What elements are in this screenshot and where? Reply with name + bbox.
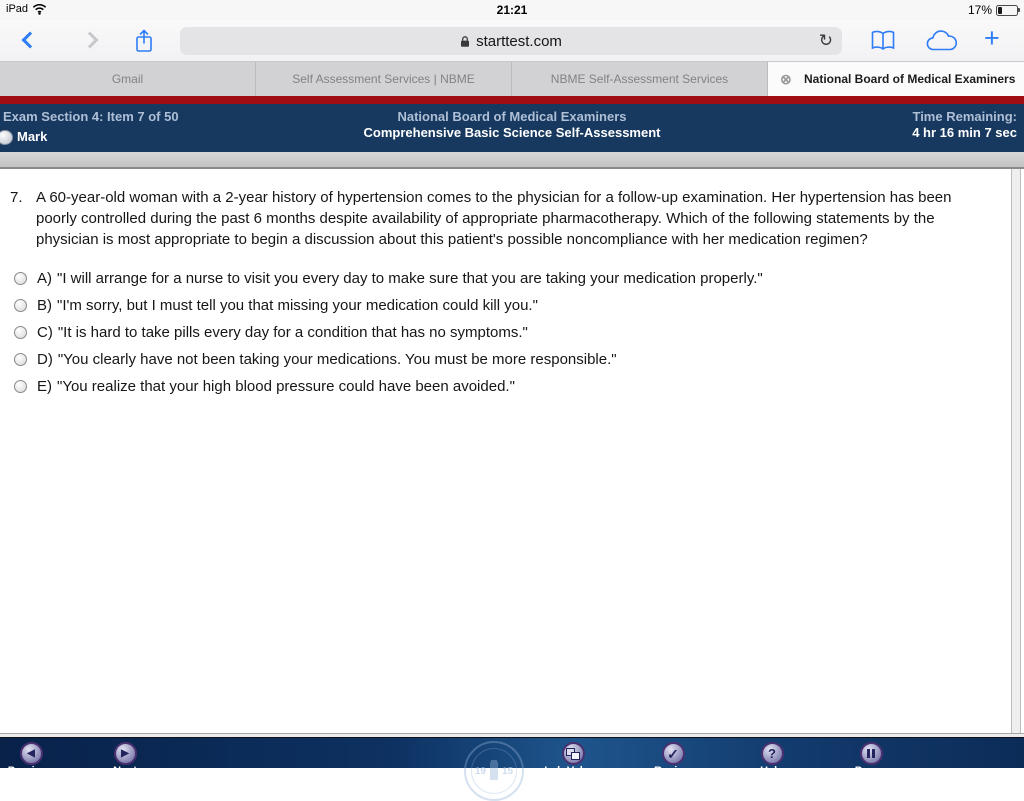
tab-label: Self Assessment Services | NBME: [292, 72, 475, 86]
tab-label: National Board of Medical Examiners: [804, 72, 1016, 86]
option-text: "It is hard to take pills every day for a condition that has no symptoms.": [57, 324, 528, 341]
lab-values-windows-icon: [566, 748, 580, 760]
clock: 21:21: [496, 3, 528, 17]
question-panel: [0, 169, 1024, 733]
pause-icon: [867, 749, 875, 758]
option-b[interactable]: [14, 292, 984, 319]
org-name: National Board of Medical Examiners: [397, 109, 627, 124]
radio-button[interactable]: [14, 353, 27, 366]
option-text: "I'm sorry, but I must tell you that missing your medication could kill you.": [57, 297, 538, 314]
tab-national-board-active[interactable]: [768, 62, 1024, 96]
radio-button[interactable]: [14, 326, 27, 339]
lock-icon: [460, 35, 470, 48]
time-remaining-label: Time Remaining:: [912, 109, 1017, 124]
forward-button[interactable]: [82, 32, 99, 49]
time-remaining-value: 4 hr 16 min 7 sec: [912, 125, 1017, 140]
next-button[interactable]: [85, 738, 165, 777]
option-letter: D): [37, 351, 53, 368]
option-c[interactable]: [14, 319, 984, 346]
pause-button[interactable]: [831, 738, 911, 777]
battery-percent: 17%: [967, 3, 992, 17]
answer-options: [14, 265, 984, 400]
pause-label: Pause: [854, 765, 888, 777]
browser-toolbar: [0, 20, 1024, 62]
close-tab-icon[interactable]: ⊗: [780, 71, 792, 87]
new-tab-button[interactable]: +: [984, 23, 1000, 53]
option-letter: B): [37, 297, 52, 314]
radio-button[interactable]: [14, 380, 27, 393]
option-text: "You realize that your high blood pressure could have been avoided.": [57, 378, 515, 395]
exam-nav-bar: [0, 737, 1024, 777]
lab-values-label: Lab Values: [544, 765, 602, 777]
option-a[interactable]: [14, 265, 984, 292]
address-bar[interactable]: [180, 27, 842, 55]
exam-section-info: Exam Section 4: Item 7 of 50: [3, 109, 179, 124]
question-text: A 60-year-old woman with a 2-year history of hypertension comes to the physician for a follow-up examination. Her hypertension has been poorly controlled during the past 6 months despite availability of appropriate pharmacotherapy. Which of the following statements by the physician is most appropriate to begin a discussion about this patient's possible noncompliance with her medication regimen?: [36, 189, 952, 248]
help-button[interactable]: [732, 738, 812, 777]
seal-year-left: 19: [474, 765, 486, 777]
option-d[interactable]: [14, 346, 984, 373]
previous-label: Previous: [7, 765, 55, 777]
scrollbar-track[interactable]: [1011, 169, 1021, 733]
mark-label: Mark: [17, 129, 48, 144]
tab-self-assessment-services[interactable]: [256, 62, 512, 96]
battery-icon: [996, 5, 1018, 16]
option-text: "You clearly have not been taking your medications. You must be more responsible.": [57, 351, 617, 368]
radio-button[interactable]: [14, 299, 27, 312]
help-label: Help: [760, 765, 784, 777]
seal-year-right: 15: [502, 765, 514, 777]
reload-icon[interactable]: ↻: [818, 31, 833, 50]
url-text: starttest.com: [476, 32, 562, 50]
option-letter: E): [37, 378, 52, 395]
tab-label: Gmail: [111, 72, 144, 86]
option-letter: A): [37, 270, 52, 287]
lab-values-button[interactable]: [533, 738, 613, 777]
question-number: 7.: [10, 189, 23, 206]
next-label: Next: [113, 765, 137, 777]
review-label: Review: [654, 765, 692, 777]
option-text: "I will arrange for a nurse to visit you every day to make sure that you are taking your medication properly.": [57, 270, 763, 287]
review-button[interactable]: [633, 738, 713, 777]
exam-header: [0, 104, 1024, 152]
tab-label: NBME Self-Assessment Services: [550, 72, 729, 86]
tab-gmail[interactable]: [0, 62, 256, 96]
radio-button[interactable]: [14, 272, 27, 285]
option-letter: C): [37, 324, 53, 341]
previous-button[interactable]: [0, 738, 71, 777]
nbme-seal-watermark: [464, 741, 524, 801]
back-button[interactable]: [22, 32, 39, 49]
review-checkmark-icon: ✓: [667, 745, 679, 762]
tab-nbme-self-assessment-services[interactable]: [512, 62, 768, 96]
accent-stripe: [0, 96, 1024, 104]
icloud-tabs-button[interactable]: [924, 30, 958, 52]
previous-arrow-icon: ◀: [27, 747, 35, 759]
bookmarks-button[interactable]: [870, 29, 896, 52]
option-e[interactable]: [14, 373, 984, 400]
carrier-label: iPad: [6, 3, 29, 15]
header-divider: [0, 152, 1024, 169]
tab-bar: [0, 62, 1024, 96]
help-question-icon: ?: [768, 746, 776, 761]
next-arrow-icon: ▶: [121, 747, 129, 759]
share-button[interactable]: [134, 28, 154, 54]
exam-name: Comprehensive Basic Science Self-Assessment: [363, 125, 661, 140]
status-bar: [0, 0, 1024, 20]
